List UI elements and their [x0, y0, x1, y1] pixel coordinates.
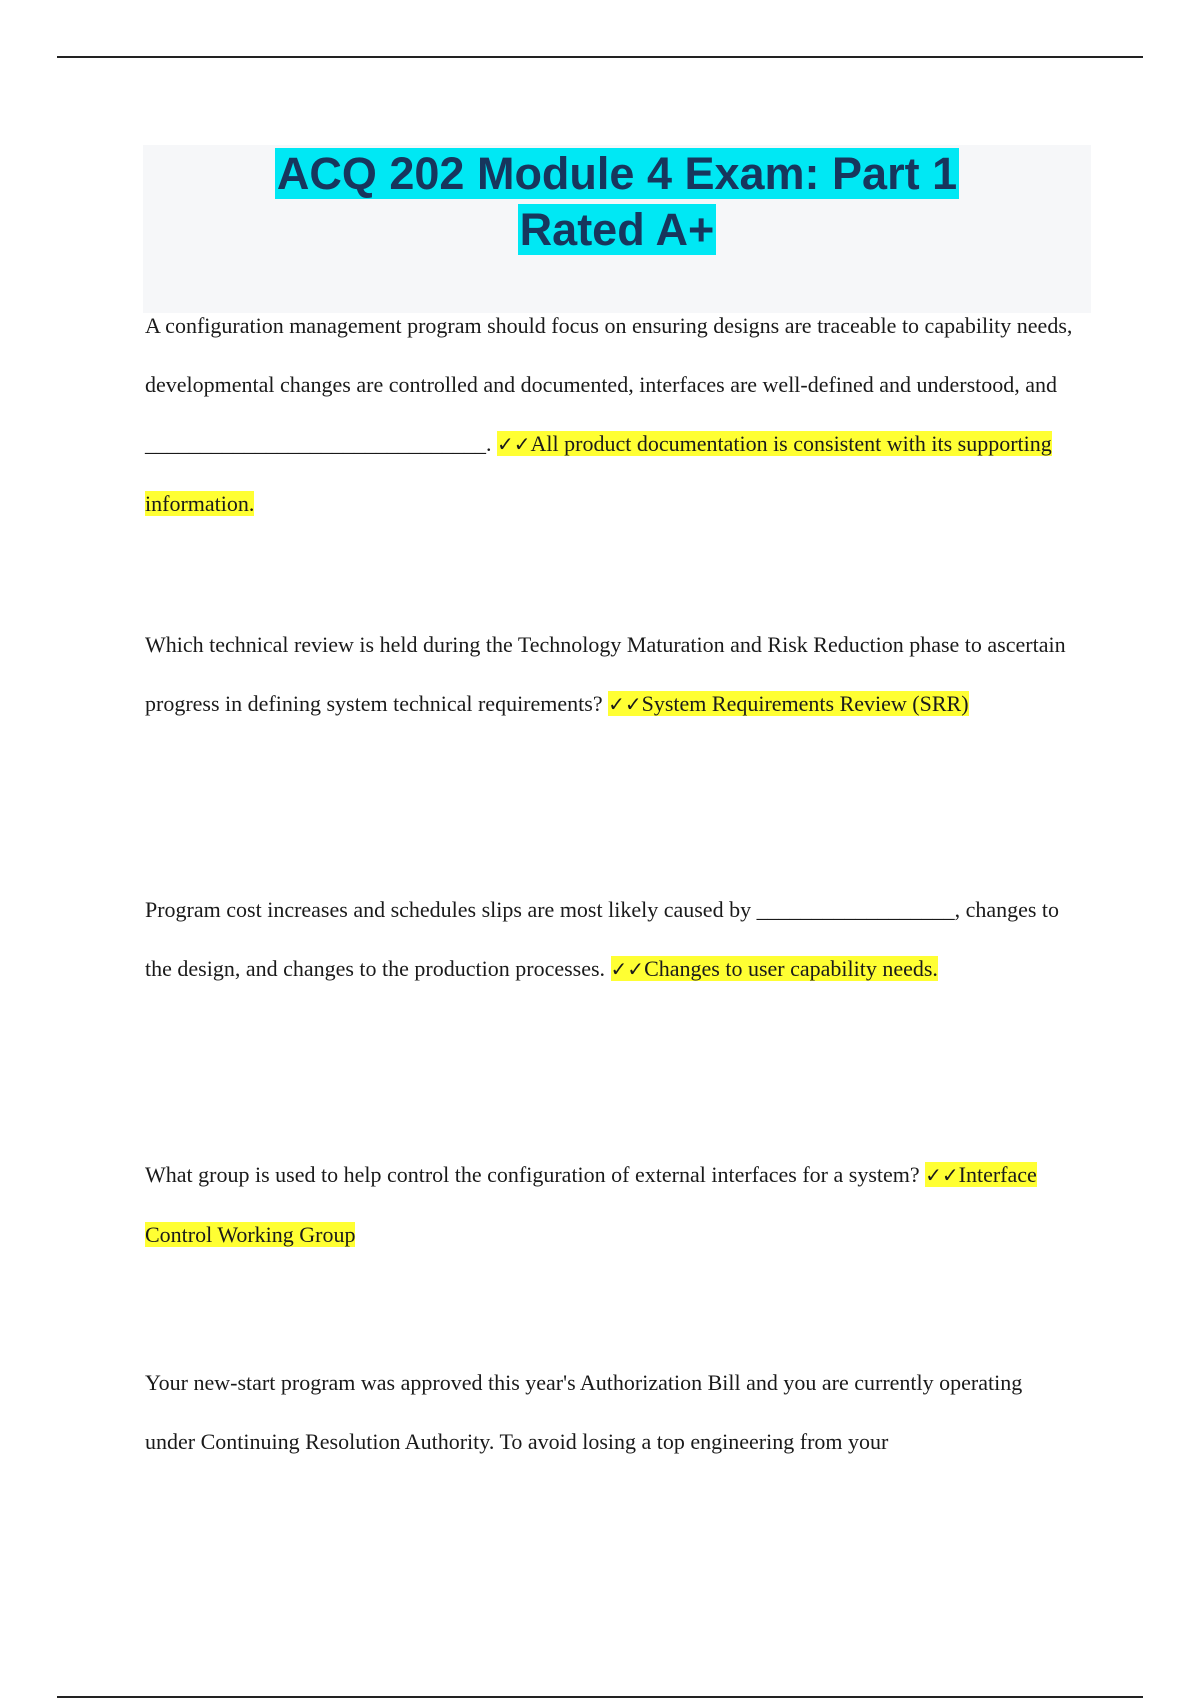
title-line-2: Rated A+ — [519, 204, 715, 255]
question-text: A configuration management program should focus on ensuring designs are traceable to capability needs, developmental changes are controlled and documented, interfaces are well-defined and understood, and _______________________________. — [145, 313, 1073, 456]
check-mark-icon: ✓✓ — [497, 432, 531, 456]
check-mark-icon: ✓✓ — [925, 1163, 959, 1187]
answer-highlight — [608, 691, 968, 716]
document-title — [143, 146, 1091, 258]
question-3 — [145, 880, 1075, 999]
question-2 — [145, 615, 1075, 734]
question-text: What group is used to help control the configuration of external interfaces for a system? — [145, 1162, 926, 1187]
answer-text: Interface Control Working Group — [145, 1162, 1037, 1247]
question-4 — [145, 1145, 1075, 1264]
answer-text: Changes to user capability needs. — [644, 956, 938, 981]
check-mark-icon: ✓✓ — [610, 957, 645, 981]
question-5 — [145, 1353, 1075, 1471]
footer-rule — [57, 1696, 1143, 1698]
question-text: Which technical review is held during the Technology Maturation and Risk Reduction phase to ascertain progress in defining system technical requirements? — [145, 632, 1066, 716]
check-mark-icon: ✓✓ — [608, 692, 642, 716]
question-text: Program cost increases and schedules slips are most likely caused by __________________, changes to the design, and changes to the production processes. — [145, 897, 1060, 981]
header-rule — [57, 56, 1143, 58]
title-line-1: ACQ 202 Module 4 Exam: Part 1 — [276, 148, 958, 199]
question-text: Your new-start program was approved this year's Authorization Bill and you are currently operating under Continuing Resolution Authority. To avoid losing a top engineering from your — [145, 1370, 1023, 1454]
answer-text: All product documentation is consistent with its supporting information. — [145, 431, 1052, 516]
answer-text: System Requirements Review (SRR) — [641, 691, 969, 716]
question-1 — [145, 296, 1075, 533]
answer-highlight — [611, 956, 938, 981]
